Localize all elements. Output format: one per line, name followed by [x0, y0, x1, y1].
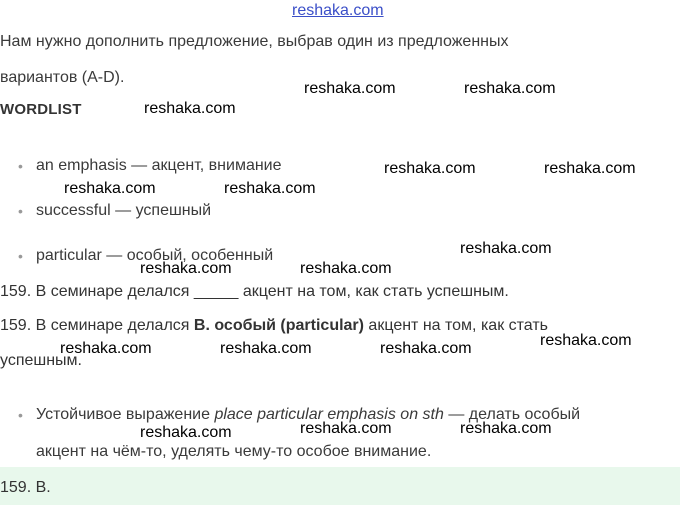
watermark: reshaka.com	[140, 260, 232, 277]
bullet-dot: •	[18, 407, 23, 423]
question-filled-prefix: 159. В семинаре делался	[0, 317, 194, 334]
watermark: reshaka.com	[460, 240, 552, 257]
watermark: reshaka.com	[64, 180, 156, 197]
intro-line-2: вариантов (A-D).	[0, 69, 125, 86]
watermark: reshaka.com	[540, 332, 632, 349]
question-filled-answer: B. особый (particular)	[193, 317, 364, 334]
watermark: reshaka.com	[224, 180, 316, 197]
watermark: reshaka.com	[380, 340, 472, 357]
watermark: reshaka.com	[60, 340, 152, 357]
watermark: reshaka.com	[304, 80, 396, 97]
watermark: reshaka.com	[384, 160, 476, 177]
watermark: reshaka.com	[300, 420, 392, 437]
bullet-dot: •	[18, 203, 23, 219]
watermark: reshaka.com	[220, 340, 312, 357]
explanation-phrase: place particular emphasis on sth	[214, 406, 444, 423]
watermark: reshaka.com	[140, 424, 232, 441]
question-filled	[0, 317, 548, 335]
explanation-prefix: Устойчивое выражение	[36, 406, 215, 423]
watermark: reshaka.com	[544, 160, 636, 177]
explanation-line-2: акцент на чём-то, уделять чему-то особое внимание.	[36, 443, 432, 460]
bullet-dot: •	[18, 158, 23, 174]
watermark: reshaka.com	[300, 260, 392, 277]
question-text: 159. В семинаре делался _____ акцент на том, как стать успешным.	[0, 283, 509, 300]
intro-line-1: Нам нужно дополнить предложение, выбрав один из предложенных	[0, 33, 509, 50]
answer-bar	[0, 467, 680, 505]
watermark: reshaka.com	[460, 420, 552, 437]
wordlist-item: successful — успешный	[36, 202, 212, 219]
site-link[interactable]: reshaka.com	[292, 2, 384, 19]
wordlist-heading: WORDLIST	[0, 101, 82, 118]
answer-text: 159. B.	[0, 479, 51, 496]
watermark: reshaka.com	[144, 100, 236, 117]
explanation-suffix: — делать особый	[443, 406, 581, 423]
watermark: reshaka.com	[464, 80, 556, 97]
wordlist-item: particular — особый, особенный	[36, 247, 274, 264]
question-filled-suffix: акцент на том, как стать	[363, 317, 548, 334]
bullet-dot: •	[18, 248, 23, 264]
question-filled-line-2: успешным.	[0, 352, 82, 369]
wordlist-item: an emphasis — акцент, внимание	[36, 157, 282, 174]
